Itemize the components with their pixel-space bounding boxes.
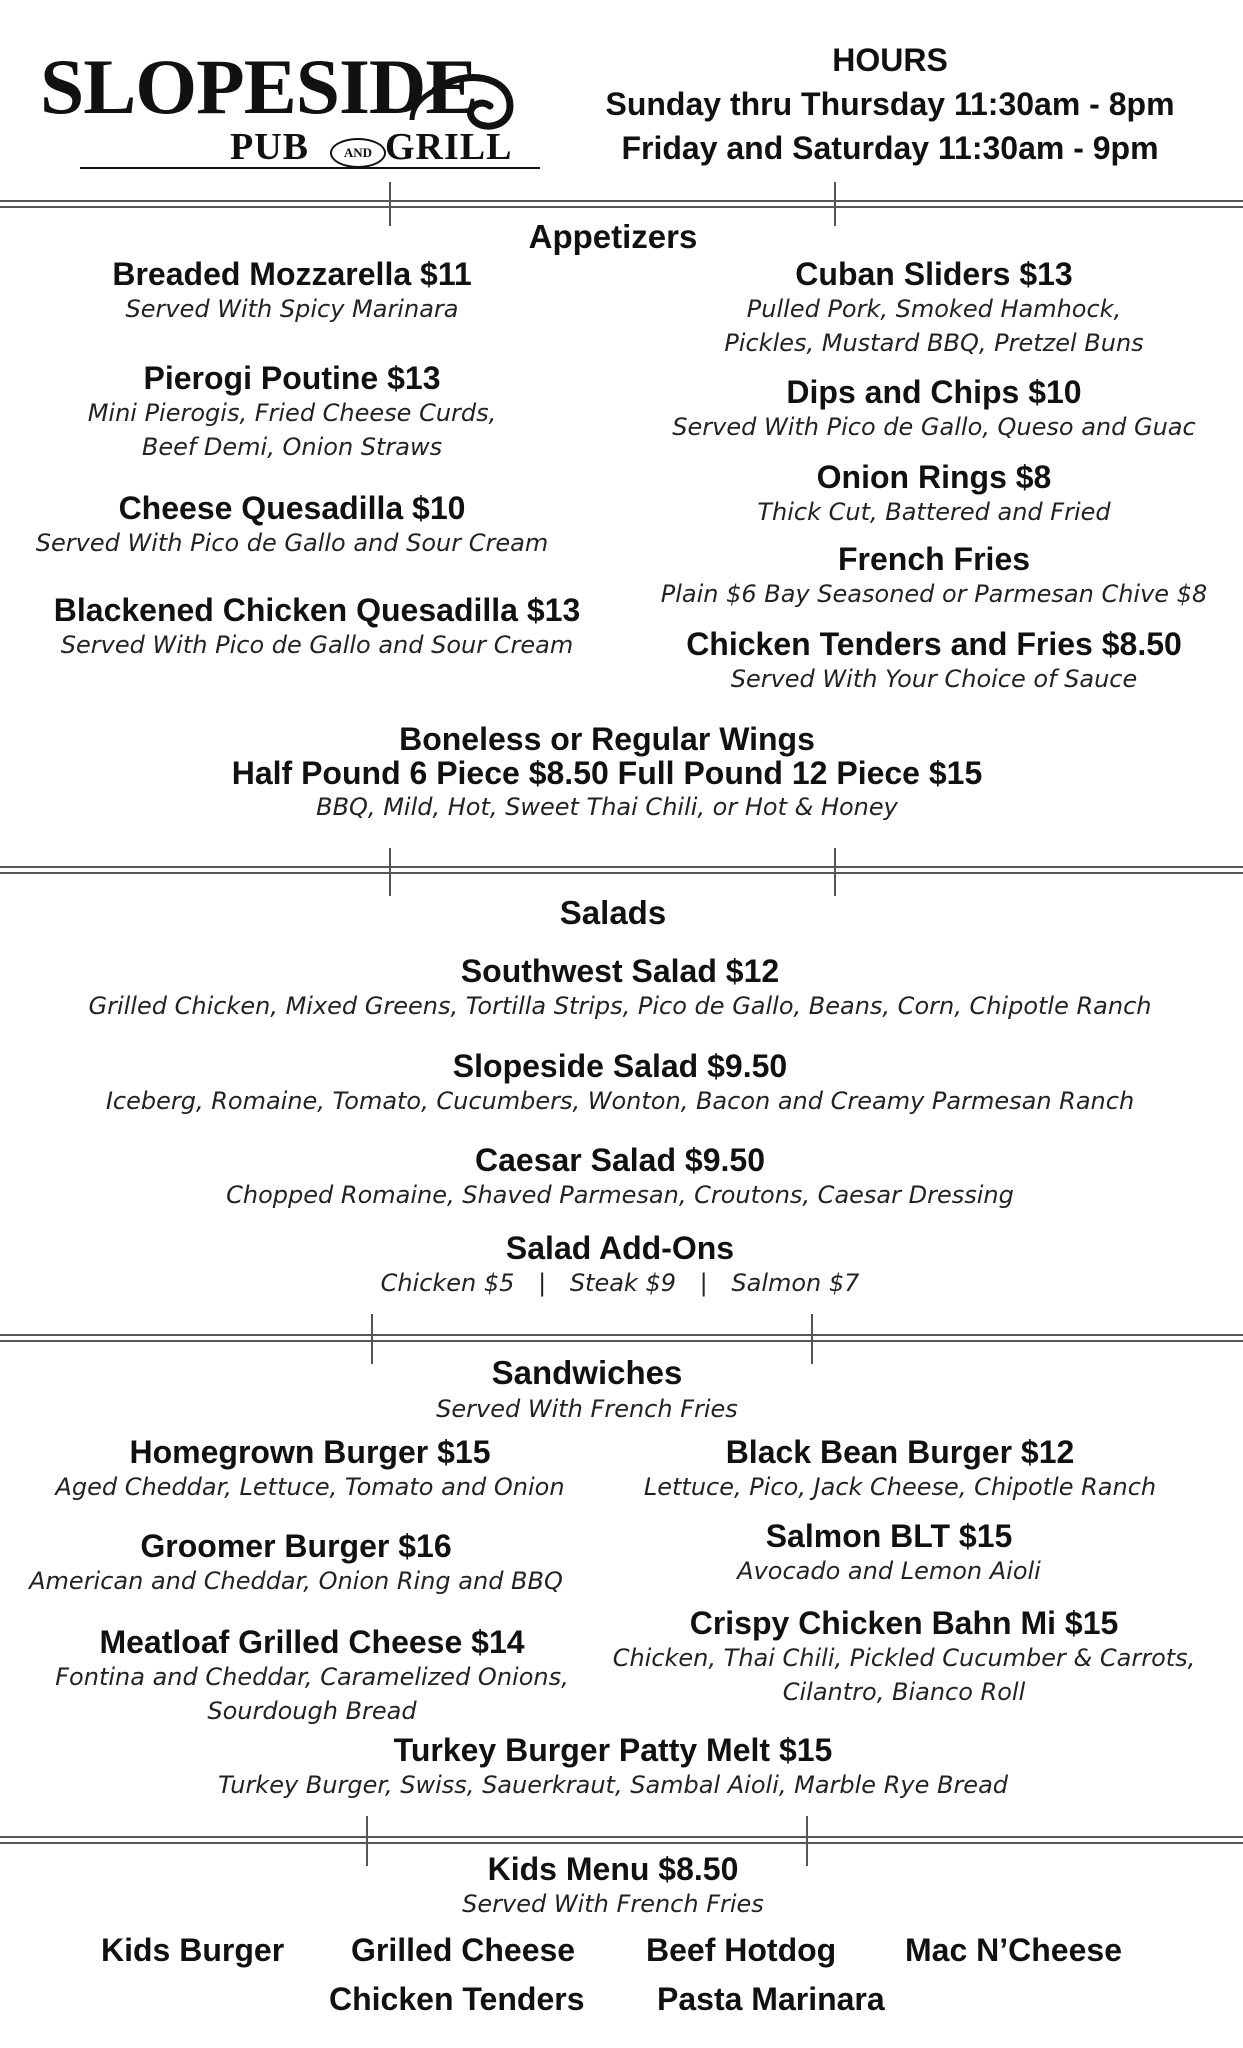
divider [0,866,1243,868]
divider [0,1836,1243,1838]
item-desc: Pulled Pork, Smoked Hamhock, [746,295,1122,323]
item-desc: Thick Cut, Battered and Fried [757,498,1111,526]
logo-oval-and [330,138,386,168]
item-name: Dips and Chips $10 [786,374,1082,410]
kids-item: Beef Hotdog [646,1932,837,1968]
kids-item: Mac N’Cheese [905,1932,1122,1968]
item-name: Black Bean Burger $12 [725,1434,1075,1470]
menu-item [0,490,584,560]
item-name: Onion Rings $8 [816,459,1052,495]
item-desc: Served With Pico de Gallo and Sour Cream [60,631,574,659]
menu-item [0,1528,592,1598]
section-title-salads: Salads [559,894,667,931]
hours-title: HOURS [832,42,948,78]
item-name: Chicken Tenders and Fries $8.50 [686,626,1182,662]
menu-item [594,1434,1206,1504]
menu-item [0,592,634,662]
menu-item [594,1518,1184,1588]
menu-item [624,374,1243,444]
item-name: Salmon BLT $15 [765,1518,1013,1554]
logo-word-grill: GRILL [385,126,513,168]
menu-item [624,459,1243,529]
section-subtitle: Served With French Fries [436,1395,738,1423]
item-name: Crispy Chicken Bahn Mi $15 [689,1605,1119,1641]
menu-item [0,1434,620,1504]
divider [0,1842,1243,1844]
menu-item-wings [0,722,1214,824]
item-name: Cuban Sliders $13 [795,256,1073,292]
item-desc: Pickles, Mustard BBQ, Pretzel Buns [724,329,1144,357]
section-title-appetizers: Appetizers [528,218,698,255]
section-header-kids [0,1851,1226,1921]
menu-item [0,1048,1240,1118]
item-desc: Fontina and Cheddar, Caramelized Onions, [55,1663,569,1691]
section-title-kids: Kids Menu $8.50 [487,1851,739,1887]
item-desc: Turkey Burger, Swiss, Sauerkraut, Sambal Aioli, Marble Rye Bread [217,1771,1009,1799]
item-name: Blackened Chicken Quesadilla $13 [53,592,581,628]
addon-options [0,1266,1240,1300]
kids-item: Grilled Cheese [351,1932,576,1968]
item-desc: Chicken, Thai Chili, Pickled Cucumber & Carrots, [612,1644,1196,1672]
addon-option: Steak $9 [569,1269,676,1297]
divider-tick [389,848,391,896]
item-desc: Served With Pico de Gallo and Sour Cream [35,529,549,557]
item-desc: Beef Demi, Onion Straws [141,433,443,461]
hours-block [560,38,1220,170]
divider-tick [834,848,836,896]
item-desc: Lettuce, Pico, Jack Cheese, Chipotle Ranch [643,1473,1157,1501]
item-name: Homegrown Burger $15 [129,1434,491,1470]
item-desc: Grilled Chicken, Mixed Greens, Tortilla Strips, Pico de Gallo, Beans, Corn, Chipotle Ranch [88,992,1152,1020]
item-name: Southwest Salad $12 [460,953,780,989]
menu-item [624,541,1243,611]
item-desc: Cilantro, Bianco Roll [782,1678,1026,1706]
kids-item: Kids Burger [101,1932,285,1968]
item-name: Boneless or Regular Wings [399,721,815,757]
item-name: Groomer Burger $16 [140,1528,452,1564]
item-name: Meatloaf Grilled Cheese $14 [99,1624,525,1660]
item-name: Cheese Quesadilla $10 [118,490,466,526]
divider [0,872,1243,874]
item-price-line: Half Pound 6 Piece $8.50 Full Pound 12 Piece $15 [231,755,983,791]
menu-item [624,626,1243,696]
divider [0,1334,1243,1336]
section-title-sandwiches: Sandwiches [491,1354,683,1391]
item-name: French Fries [837,541,1031,577]
menu-item [0,1142,1240,1212]
item-name: Salad Add-Ons [505,1230,735,1266]
item-desc: Plain $6 Bay Seasoned or Parmesan Chive $8 [660,580,1208,608]
item-desc: Iceberg, Romaine, Tomato, Cucumbers, Wonton, Bacon and Creamy Parmesan Ranch [105,1087,1135,1115]
item-name: Slopeside Salad $9.50 [452,1048,788,1084]
divider [0,200,1243,202]
logo-word-slopeside: SLOPESIDE [40,43,478,130]
item-desc: Mini Pierogis, Fried Cheese Curds, [87,399,497,427]
logo-word-and: AND [343,145,373,160]
item-name: Caesar Salad $9.50 [475,1142,765,1178]
addon-separator: | [538,1269,547,1297]
divider [0,206,1243,208]
menu-item [0,953,1240,1023]
menu-item [0,1732,1226,1802]
divider [0,1340,1243,1342]
item-desc: Chopped Romaine, Shaved Parmesan, Croutons, Caesar Dressing [226,1181,1014,1209]
item-name: Turkey Burger Patty Melt $15 [393,1732,833,1768]
addon-separator: | [699,1269,708,1297]
item-desc: Sourdough Bread [207,1697,417,1725]
kids-item: Chicken Tenders [329,1981,585,2017]
hours-line-weekend: Friday and Saturday 11:30am - 9pm [621,130,1159,166]
menu-item [0,256,584,326]
salad-addons [0,1230,1240,1300]
item-name: Pierogi Poutine $13 [143,360,441,396]
logo-word-pub: PUB [230,126,309,168]
item-desc: Served With Spicy Marinara [125,295,459,323]
menu-item [0,360,584,464]
hours-line-weekday: Sunday thru Thursday 11:30am - 8pm [605,86,1175,122]
item-desc: BBQ, Mild, Hot, Sweet Thai Chili, or Hot & Honey [316,793,898,821]
menu-item [624,256,1243,360]
item-desc: Aged Cheddar, Lettuce, Tomato and Onion [55,1473,565,1501]
item-name: Breaded Mozzarella $11 [112,256,472,292]
menu-item [0,1624,624,1728]
kids-item: Pasta Marinara [657,1981,885,2017]
section-header-sandwiches [0,1354,1174,1426]
logo [40,28,540,178]
addon-option: Chicken $5 [380,1269,515,1297]
item-desc: Served With Your Choice of Sauce [730,665,1138,693]
addon-option: Salmon $7 [731,1269,860,1297]
section-subtitle: Served With French Fries [462,1890,764,1918]
item-desc: Served With Pico de Gallo, Queso and Guac [672,413,1196,441]
item-desc: Avocado and Lemon Aioli [737,1557,1041,1585]
item-desc: American and Cheddar, Onion Ring and BBQ [29,1567,563,1595]
menu-item [594,1605,1214,1709]
